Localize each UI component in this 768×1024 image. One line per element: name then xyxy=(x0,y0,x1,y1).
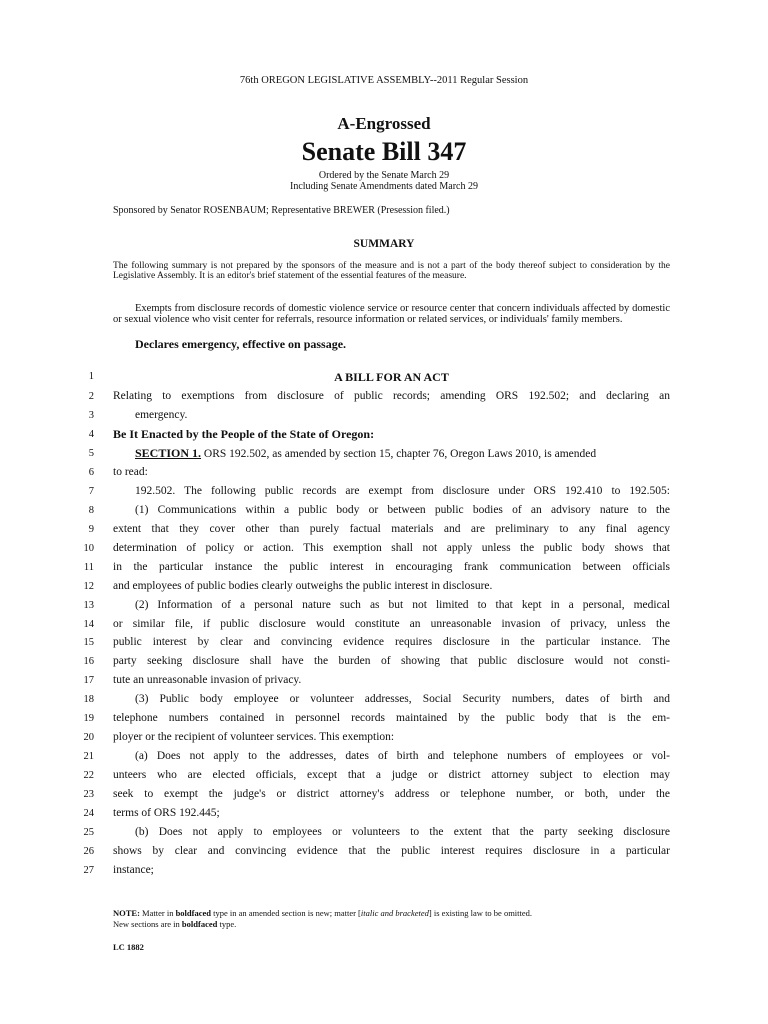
note-text: ] is existing law to be omitted. xyxy=(428,908,533,918)
note-text: type. xyxy=(217,919,237,929)
line-number: 22 xyxy=(83,770,94,781)
session-header: 76th OREGON LEGISLATIVE ASSEMBLY--2011 Regular Session xyxy=(239,75,529,86)
bill-line: (1) Communications within a public body or between public bodies of an advisory nature to the xyxy=(135,504,670,516)
line-number: 16 xyxy=(83,656,94,667)
section-label: SECTION 1. xyxy=(135,446,202,460)
sponsor-line: Sponsored by Senator ROSENBAUM; Representative BREWER (Presession filed.) xyxy=(113,205,450,216)
bill-line: shows by clear and convincing evidence that the public interest requires disclosure in a particular xyxy=(113,845,670,857)
bill-line: Relating to exemptions from disclosure of public records; amending ORS 192.502; and declaring an xyxy=(113,390,670,402)
ordered-line-1: Ordered by the Senate March 29 xyxy=(318,170,450,181)
section-line xyxy=(135,446,670,461)
line-number: 20 xyxy=(83,732,94,743)
line-number: 5 xyxy=(88,448,94,459)
section-text: ORS 192.502, as amended by section 15, chapter 76, Oregon Laws 2010, is amended xyxy=(201,448,597,460)
note-bold: boldfaced xyxy=(175,908,211,918)
bill-line: party seeking disclosure shall have the burden of showing that public disclosure would not consti- xyxy=(113,655,670,667)
line-number: 6 xyxy=(88,467,94,478)
bill-line: to read: xyxy=(113,466,148,478)
ordered-block xyxy=(0,170,768,192)
bill-line: extent that they cover other than purely factual materials and are preliminary to any final agency xyxy=(113,523,670,535)
summary-heading: SUMMARY xyxy=(353,238,415,250)
bill-line: unteers who are elected officials, except that a judge or district attorney subject to election may xyxy=(113,769,670,781)
note-bold: boldfaced xyxy=(181,919,218,929)
note-label: NOTE: xyxy=(113,908,140,918)
bill-line: or similar file, if public disclosure would constitute an unreasonable invasion of privacy, unless the xyxy=(113,618,670,630)
bill-line: seek to exempt the judge's or district attorney's address or telephone number, or both, under the xyxy=(113,788,670,800)
bill-line: tute an unreasonable invasion of privacy. xyxy=(113,674,302,686)
ordered-line-2: Including Senate Amendments dated March 29 xyxy=(289,181,478,192)
line-number: 10 xyxy=(83,543,94,554)
line-number: 18 xyxy=(83,694,94,705)
emergency-clause: Declares emergency, effective on passage. xyxy=(135,337,347,351)
note-text: New sections are in xyxy=(113,919,182,929)
line-number: 9 xyxy=(88,524,94,535)
line-number: 27 xyxy=(83,865,94,876)
line-number: 13 xyxy=(83,600,94,611)
bill-line: in the particular instance the public interest in encouraging frank communication between officials xyxy=(113,561,670,573)
line-number: 11 xyxy=(83,562,94,573)
bill-line: instance; xyxy=(113,864,154,876)
line-number: 7 xyxy=(88,486,94,497)
bill-line: telephone numbers contained in personnel records maintained by the public body that is the em- xyxy=(113,712,670,724)
footer-note-line-2 xyxy=(113,919,532,930)
footer-note xyxy=(113,908,532,930)
bill-line: ployer or the recipient of volunteer services. This exemption: xyxy=(113,731,395,743)
line-number: 23 xyxy=(83,789,94,800)
line-number: 15 xyxy=(83,637,94,648)
line-number: 1 xyxy=(88,371,94,382)
line-number: 2 xyxy=(88,391,94,402)
bill-line: (b) Does not apply to employees or volunteers to the extent that the party seeking disclosure xyxy=(135,826,670,838)
line-number: 12 xyxy=(83,581,94,592)
line-number: 24 xyxy=(83,808,94,819)
bill-title: Senate Bill 347 xyxy=(301,137,467,166)
lc-number: LC 1882 xyxy=(113,942,144,952)
note-text: Matter in xyxy=(139,908,176,918)
footer-note-line-1 xyxy=(113,908,532,919)
bill-line: terms of ORS 192.445; xyxy=(113,807,220,819)
bill-line: (3) Public body employee or volunteer addresses, Social Security numbers, dates of birth and xyxy=(135,693,670,705)
bill-line: (2) Information of a personal nature such as but not limited to that kept in a personal, medical xyxy=(135,599,670,611)
line-number: 3 xyxy=(88,410,94,421)
bill-line: emergency. xyxy=(135,409,188,421)
bill-line: 192.502. The following public records are exempt from disclosure under ORS 192.410 to 192.505: xyxy=(135,485,670,497)
note-text: type in an amended section is new; matter [ xyxy=(211,908,361,918)
line-number: 4 xyxy=(88,429,94,440)
note-italic: italic and bracketed xyxy=(360,908,429,918)
bill-line: and employees of public bodies clearly outweighs the public interest in disclosure. xyxy=(113,580,493,592)
line-number: 8 xyxy=(88,505,94,516)
line-number: 19 xyxy=(83,713,94,724)
summary-text: Exempts from disclosure records of domestic violence service or resource center that concern individuals affected by domestic or sexual violence who visit center for referrals, resource information or related services, or individuals' family members. xyxy=(113,303,670,325)
bill-line: determination of policy or action. This exemption shall not apply unless the public body shows that xyxy=(113,542,670,554)
bill-line: (a) Does not apply to the addresses, dates of birth and telephone numbers of employees or vol- xyxy=(135,750,670,762)
summary-note: The following summary is not prepared by the sponsors of the measure and is not a part of the body thereof subject to consideration by the Legislative Assembly. It is an editor's brief statement of the essential features of the measure. xyxy=(113,261,670,281)
line-number: 14 xyxy=(83,619,94,630)
line-number: 25 xyxy=(83,827,94,838)
bill-line: public interest by clear and convincing evidence requires disclosure in the particular instance. The xyxy=(113,636,670,648)
line-number: 17 xyxy=(83,675,94,686)
line-number: 21 xyxy=(83,751,94,762)
line-number: 26 xyxy=(83,846,94,857)
engrossed-label: A-Engrossed xyxy=(337,114,431,133)
act-heading: A BILL FOR AN ACT xyxy=(334,370,449,384)
enacting-clause: Be It Enacted by the People of the State of Oregon: xyxy=(113,427,375,441)
